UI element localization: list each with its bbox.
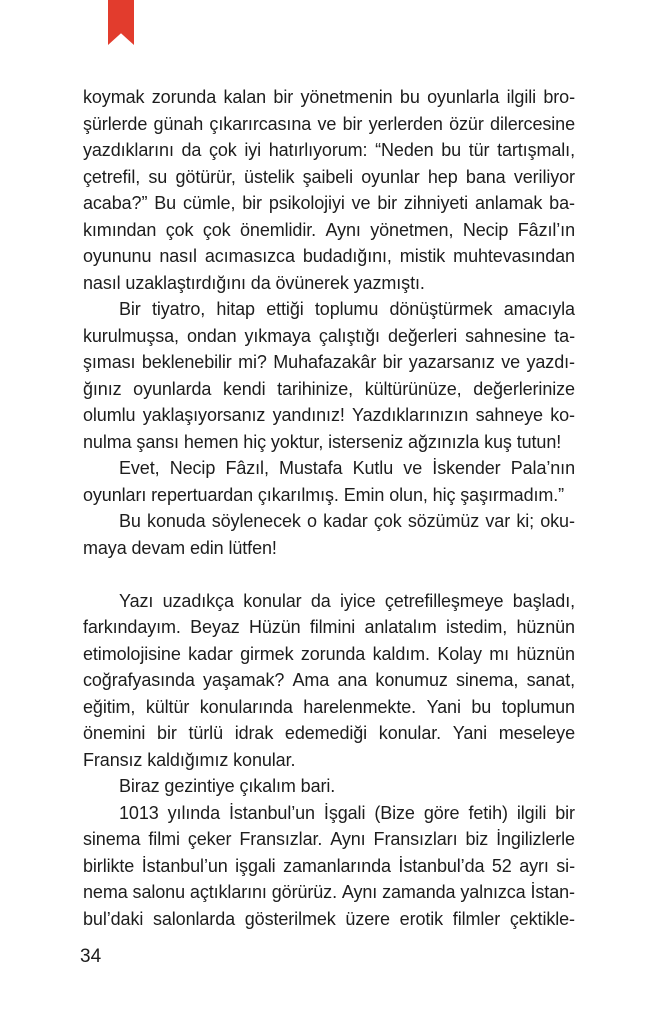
text-line: oyunları repertuardan çıkarılmış. Emin olun, hiç şaşırmadım.” [83,484,565,505]
text-line: etimolojisine kadar girmek zorunda kaldım. Kolay mı hüznün [83,643,575,664]
text-line: kımından çok çok önemlidir. Aynı yönetmen, Necip Fâzıl’ın [83,219,575,240]
text-line: acaba?” Bu cümle, bir psikolojiyi ve bir zihniyeti anlamak ba- [83,193,575,213]
text-line: birlikte İstanbul’un işgali zamanlarında İstanbul’da 52 ayrı si- [83,855,575,876]
text-line: coğrafyasında yaşamak? Ama ana konumuz sinema, sanat, [83,670,575,690]
text-line: eğitim, kültür konularında harelenmekte. Yani bu toplumun [83,696,575,717]
text-line: oyununu nasıl acımasızca budadığını, mistik muhtevasından [83,246,575,266]
bookmark-ribbon-icon[interactable] [108,0,134,45]
text-line: kurulmuşsa, ondan yıkmaya çalıştığı değerleri sahnesine ta- [83,325,575,346]
text-line: olumlu yaklaşıyorsanız yandınız! Yazdıklarınızın sahneye ko- [83,405,575,425]
text-line: şürlerde günah çıkarırcasına ve bir yerlerden özür dilercesine [83,113,575,134]
text-line: önemini bir türlü idrak edemediği konular. Yani meseleye [83,723,575,743]
text-line: yazdıklarını da çok iyi hatırlıyorum: “Neden bu tür tartışmalı, [83,140,575,160]
text-line: Bir tiyatro, hitap ettiği toplumu dönüştürmek amacıyla [119,299,575,319]
text-line: bul’daki salonlarda gösterilmek üzere erotik filmler çektikle- [83,908,575,929]
text-line: Yazı uzadıkça konular da iyice çetrefilleşmeye başladı, [119,590,575,611]
text-line: 1013 yılında İstanbul’un İşgali (Bize göre fetih) ilgili bir [119,802,575,823]
text-line: ğınız oyunlarda kendi tarihinize, kültürünüze, değerlerinize [83,378,575,399]
text-line: şıması beklenebilir mi? Muhafazakâr bir yazarsanız ve yazdı- [83,352,575,372]
text-line: koymak zorunda kalan bir yönetmenin bu oyunlarla ilgili bro- [83,87,575,107]
page-number: 34 [80,946,102,967]
text-block [83,84,575,932]
text-line: nasıl uzaklaştırdığını da övünerek yazmıştı. [83,272,425,293]
text-line: sinema filmi çeker Fransızlar. Aynı Fransızları biz İngilizlerle [83,829,575,849]
text-line: çetrefil, su götürür, üstelik şaibeli oyunlar hep bana veriliyor [83,166,575,187]
text-line: nema salonu açtıklarını görürüz. Aynı zamanda yalnızca İstan- [83,882,575,902]
paragraph-spacer [83,561,575,588]
text-line: nulma şansı hemen hiç yoktur, isterseniz ağzınızla kuş tutun! [83,431,562,452]
text-line: maya devam edin lütfen! [83,537,277,558]
text-line: Bu konuda söylenecek o kadar çok sözümüz var ki; oku- [119,511,575,531]
text-line: Fransız kaldığımız konular. [83,749,296,770]
text-line: Evet, Necip Fâzıl, Mustafa Kutlu ve İskender Pala’nın [119,458,575,478]
text-line: farkındayım. Beyaz Hüzün filmini anlatalım istedim, hüznün [83,617,575,637]
text-line: Biraz gezintiye çıkalım bari. [119,776,336,796]
